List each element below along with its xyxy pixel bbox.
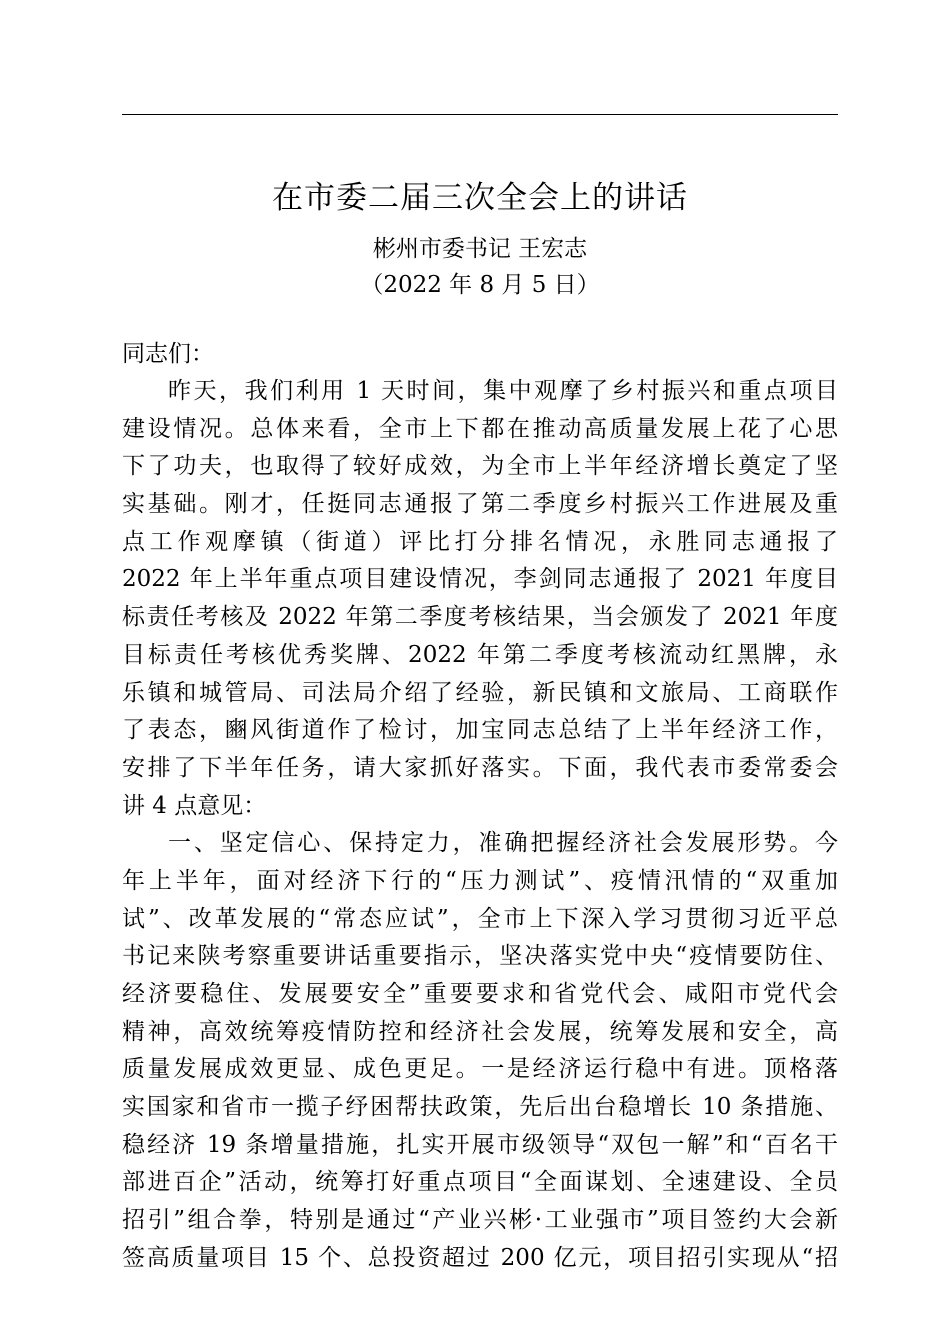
paragraph-line: 2022 年上半年重点项目建设情况，李剑同志通报了 2021 年度目 [122,566,838,593]
page-title: 在市委二届三次全会上的讲话 [272,180,688,216]
paragraph-line: 实基础。刚才，任挺同志通报了第二季度乡村振兴工作进展及重 [122,491,838,518]
paragraph-line: 下了功夫，也取得了较好成效，为全市上半年经济增长奠定了坚 [122,453,838,480]
speech-body [122,373,838,1278]
paragraph-line: 试”、改革发展的“常态应试”，全市上下深入学习贯彻习近平总 [122,905,838,932]
paragraph-line: 书记来陕考察重要讲话重要指示，坚决落实党中央“疫情要防住、 [122,943,838,970]
paragraph-line: 年上半年，面对经济下行的“压力测试”、疫情汛情的“双重加 [122,867,838,894]
paragraph-line: 签高质量项目 15 个、总投资超过 200 亿元，项目招引实现从“招 [122,1244,838,1271]
paragraph-line: 一、坚定信心、保持定力，准确把握经济社会发展形势。今 [168,830,838,857]
paragraph-line: 标责任考核及 2022 年第二季度考核结果，当会颁发了 2021 年度 [122,604,838,631]
paragraph-line: 质量发展成效更显、成色更足。一是经济运行稳中有进。顶格落 [122,1056,838,1083]
paragraph-line: 了表态，豳风街道作了检讨，加宝同志总结了上半年经济工作， [122,717,838,744]
paragraph-line: 点工作观摩镇（街道）评比打分排名情况，永胜同志通报了 [122,528,838,555]
paragraph-line: 稳经济 19 条增量措施，扎实开展市级领导“双包一解”和“百名干 [122,1131,838,1158]
paragraph-line: 招引”组合拳，特别是通过“产业兴彬·工业强市”项目签约大会新 [122,1207,838,1234]
paragraph-line: 建设情况。总体来看，全市上下都在推动高质量发展上花了心思 [122,415,838,442]
paragraph-line: 部进百企”活动，统筹打好重点项目“全面谋划、全速建设、全员 [122,1169,838,1196]
paragraph-line: 精神，高效统筹疫情防控和经济社会发展，统筹发展和安全，高 [122,1018,838,1045]
speech-date: （2022 年 8 月 5 日） [360,272,600,298]
salutation: 同志们： [122,341,214,367]
paragraph-line: 安排了下半年任务，请大家抓好落实。下面，我代表市委常委会 [122,754,838,781]
paragraph-line: 经济要稳住、发展要安全”重要要求和省党代会、咸阳市党代会 [122,981,838,1007]
header-rule [122,114,838,115]
author-line: 彬州市委书记 王宏志 [372,236,588,262]
paragraph-line: 乐镇和城管局、司法局介绍了经验，新民镇和文旅局、工商联作 [122,679,838,706]
paragraph-line: 讲 4 点意见： [122,792,267,819]
paragraph-line: 实国家和省市一揽子纾困帮扶政策，先后出台稳增长 10 条措施、 [122,1094,838,1121]
paragraph-line: 昨天，我们利用 1 天时间，集中观摩了乡村振兴和重点项目 [168,378,838,404]
paragraph-line: 目标责任考核优秀奖牌、2022 年第二季度考核流动红黑牌，永 [122,641,838,668]
